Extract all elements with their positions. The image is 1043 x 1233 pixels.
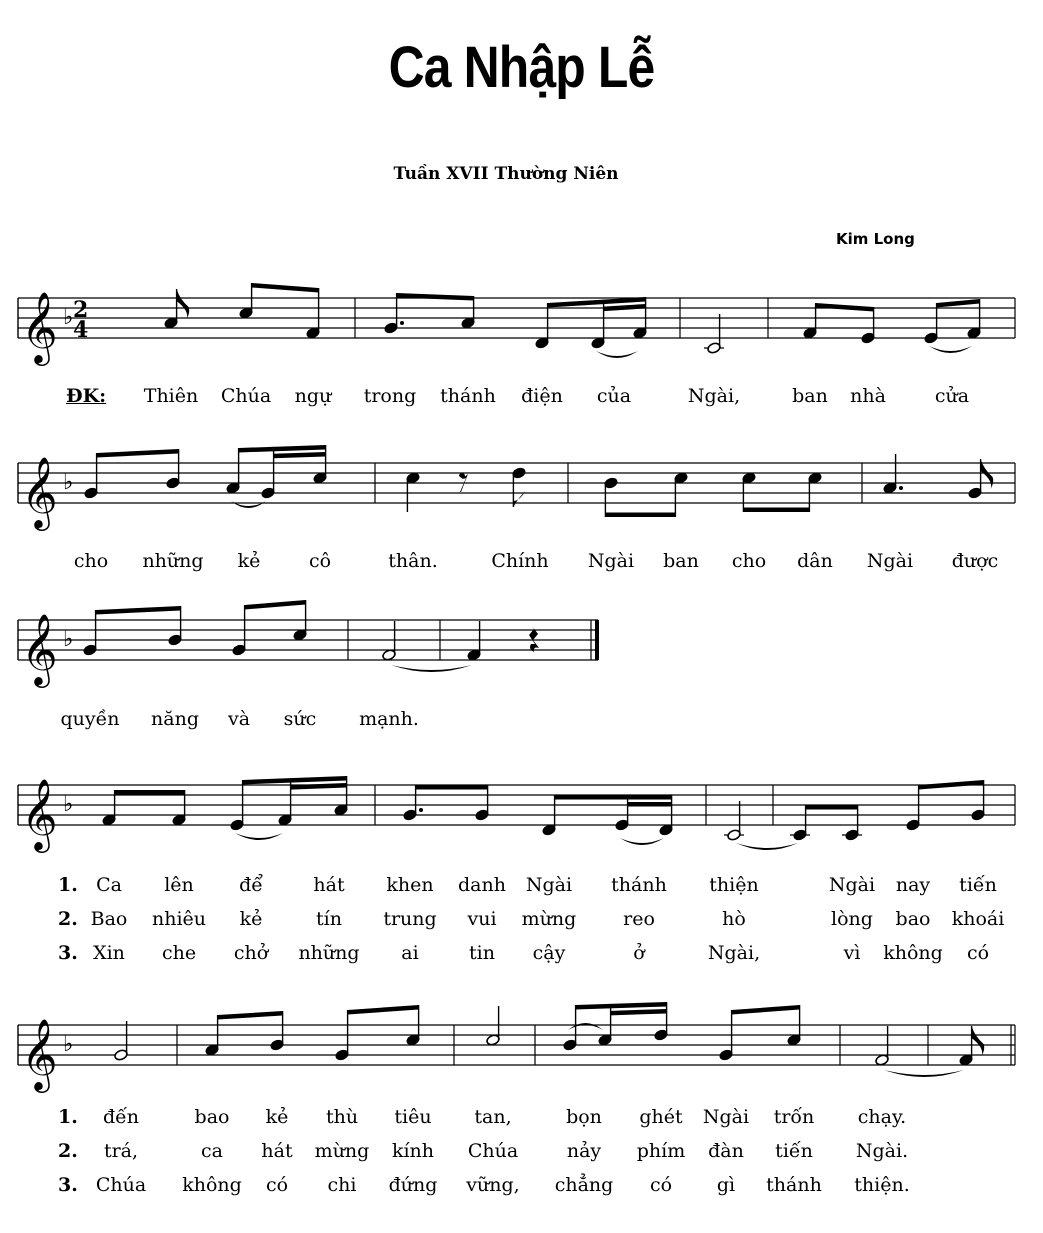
verse-syllable: Bao [90,908,128,930]
refrain-lyric-line-1 [0,385,1043,409]
verse-syllable: cậy [532,942,566,964]
verse-syllable: kẻ [265,1106,289,1128]
verse-syllable: khen [386,874,434,896]
refrain-syllable: dân [797,550,833,572]
beam [243,776,347,785]
song-subtitle: Tuần XVII Thường Niên [393,164,619,184]
beam [97,449,179,458]
refrain-syllable: ban [792,385,828,407]
verse-syllable: nhiêu [151,908,207,930]
refrain-syllable: nhà [850,385,886,407]
beam [605,513,675,518]
verse-syllable: lên [164,874,194,896]
verse-number: 3. [58,1174,78,1196]
verse-syllable: tan, [474,1106,512,1128]
staff-system-1 [0,278,1043,363]
verse-syllable: có [265,1174,289,1196]
beam [239,445,326,453]
refrain-syllable: trong [363,385,417,407]
beam [919,780,984,790]
verse-number: 2. [58,1140,78,1162]
verse-syllable: bọn [566,1106,602,1128]
verse-syllable: tín [316,908,342,930]
staff-system-3 [0,600,1043,685]
refrain-syllable: cho [73,550,109,572]
staff-system-4 [0,765,1043,850]
verse-syllable: ở [633,942,645,964]
refrain-syllable: Chính [491,550,549,572]
beam [115,790,185,795]
verse-syllable: trá, [103,1140,139,1162]
treble-clef: 𝄞 [21,290,58,363]
tie-slur [391,665,472,672]
beam [628,802,672,807]
tie-slur [568,1023,603,1030]
verse-syllable: Ngài, [707,942,761,964]
verse-syllable: không [883,942,943,964]
verse-syllable: có [649,1174,673,1196]
refrain-syllable: Ngài, [687,385,741,407]
tie-slur [596,351,638,358]
beam [291,783,347,790]
beam [732,1005,800,1015]
verse-syllable: nảy [566,1140,602,1162]
verse-syllable: Ngài. [855,1140,909,1162]
verse-number: 2. [58,908,78,930]
augmentation-dot [899,486,903,490]
verse-syllable: hò [722,908,746,930]
beam [96,606,181,615]
refrain-lyric-line-3 [0,708,1043,732]
verse-2-line-2 [0,1140,1043,1164]
refrain-syllable: được [951,550,999,572]
verse-syllable: phím [636,1140,686,1162]
verse-3-line-2 [0,1174,1043,1198]
verse-3-line-1 [0,942,1043,966]
refrain-syllable: thân. [388,550,438,572]
tie-slur [736,843,798,850]
verse-syllable: vì [843,942,861,964]
final-barline [595,620,599,660]
refrain-syllable: và [227,708,251,730]
verse-syllable: lòng [831,908,873,930]
refrain-syllable: những [142,550,204,572]
refrain-syllable: quyền [60,708,120,730]
key-signature-flat: ♭ [63,627,74,652]
treble-clef: 𝄞 [21,777,58,850]
refrain-syllable: kẻ [237,550,261,572]
verse-syllable: bao [895,908,931,930]
verse-syllable: tiến [775,1140,813,1162]
treble-clef: 𝄞 [21,1017,58,1090]
time-signature-top: 2 [73,297,89,323]
beam [348,1005,419,1015]
beam [245,600,306,610]
verse-syllable: thiện. [854,1174,910,1196]
verse-syllable: Ngài [828,874,876,896]
key-signature-flat: ♭ [63,305,74,330]
verse-syllable: thánh [766,1174,822,1196]
verse-syllable: hát [313,874,345,896]
verse-syllable: thánh [611,874,667,896]
beam [743,508,809,513]
verse-syllable: Ngài [702,1106,750,1128]
beam [816,303,874,312]
beam [604,304,646,311]
treble-clef: 𝄞 [21,612,58,685]
verse-syllable: khoái [951,908,1005,930]
beam [397,293,474,301]
refrain-syllable: mạnh. [359,708,419,730]
note-flag [177,289,190,319]
refrain-syllable: Thiên [143,385,199,407]
verse-syllable: chạy. [857,1106,907,1128]
refrain-syllable: Ngài [587,550,635,572]
refrain-syllable: cho [731,550,767,572]
verse-syllable: ai [401,942,419,964]
verse-syllable: đứng [388,1174,438,1196]
verse-syllable: vững, [466,1174,520,1196]
tie-slur [929,346,972,353]
verse-syllable: để [239,874,263,896]
staff-system-2 [0,443,1043,528]
augmentation-dot [419,808,423,812]
verse-syllable: trốn [773,1106,815,1128]
verse-number: 1. [58,1106,78,1128]
refrain-syllable: ban [663,550,699,572]
beam [218,1011,283,1020]
beam [806,805,858,810]
refrain-syllable: sức [283,708,317,730]
verse-syllable: chở [233,942,269,964]
treble-clef: 𝄞 [21,455,58,528]
verse-syllable: gì [716,1174,736,1196]
verse-syllable: tiến [959,874,997,896]
verse-syllable: trung [383,908,437,930]
beam [274,452,326,458]
refrain-syllable: cửa [934,385,970,407]
verse-syllable: danh [458,874,506,896]
beam [937,299,980,308]
verse-syllable: có [966,942,990,964]
refrain-syllable: Chúa [220,385,272,407]
refrain-syllable: năng [151,708,199,730]
tie-slur [620,838,664,845]
verse-syllable: mừng [521,908,577,930]
verse-syllable: Ngài [525,874,573,896]
verse-1-line-1 [0,874,1043,898]
refrain-lyric-line-2 [0,550,1043,574]
beam [416,785,488,790]
key-signature-flat: ♭ [63,1032,74,1057]
staff-system-5 [0,1005,1043,1090]
tie-slur [235,833,283,840]
verse-number: 3. [58,942,78,964]
key-signature-flat: ♭ [63,470,74,495]
composer-name: Kim Long [836,230,915,248]
verse-syllable: Chúa [95,1174,147,1196]
beam [555,795,672,800]
verse-syllable: thiện [709,874,759,896]
verse-syllable: những [298,942,360,964]
verse-syllable: đến [102,1106,140,1128]
verse-syllable: vui [467,908,497,930]
verse-syllable: Ca [96,874,122,896]
verse-1-line-2 [0,1106,1043,1130]
verse-syllable: che [161,942,197,964]
verse-syllable: Chúa [467,1140,519,1162]
verse-syllable: tin [469,942,495,964]
key-signature-flat: ♭ [63,792,74,817]
verse-syllable: chi [327,1174,357,1196]
beam [576,1002,667,1010]
beam [611,1009,667,1015]
verse-syllable: mừng [314,1140,370,1162]
verse-2-line-1 [0,908,1043,932]
song-title: Ca Nhập Lễ [388,35,655,100]
tie-slur [884,1070,964,1077]
refrain-syllable: ngự [294,385,332,407]
verse-syllable: bao [194,1106,230,1128]
beam [252,283,319,293]
refrain-syllable: Ngài [866,550,914,572]
verse-syllable: kính [391,1140,435,1162]
verse-syllable: đàn [708,1140,744,1162]
verse-syllable: ghét [639,1106,683,1128]
verse-syllable: nay [895,874,931,896]
refrain-syllable: điện [521,385,563,407]
note-flag [972,1026,985,1056]
verse-number: 1. [58,874,78,896]
tie-slur [231,501,266,508]
verse-syllable: ca [201,1140,223,1162]
refrain-syllable: cô [308,550,332,572]
verse-syllable: hát [261,1140,293,1162]
refrain-syllable: của [596,385,632,407]
time-signature-bottom: 4 [73,317,89,343]
refrain-syllable: thánh [440,385,496,407]
verse-syllable: tiêu [394,1106,432,1128]
verse-syllable: thù [325,1106,359,1128]
verse-syllable: reo [623,908,655,930]
verse-syllable: Xin [93,942,125,964]
augmentation-dot [400,321,404,325]
verse-syllable: không [182,1174,242,1196]
verse-syllable: kẻ [239,908,263,930]
refrain-label: ĐK: [66,385,107,407]
verse-syllable: chẳng [554,1174,614,1196]
